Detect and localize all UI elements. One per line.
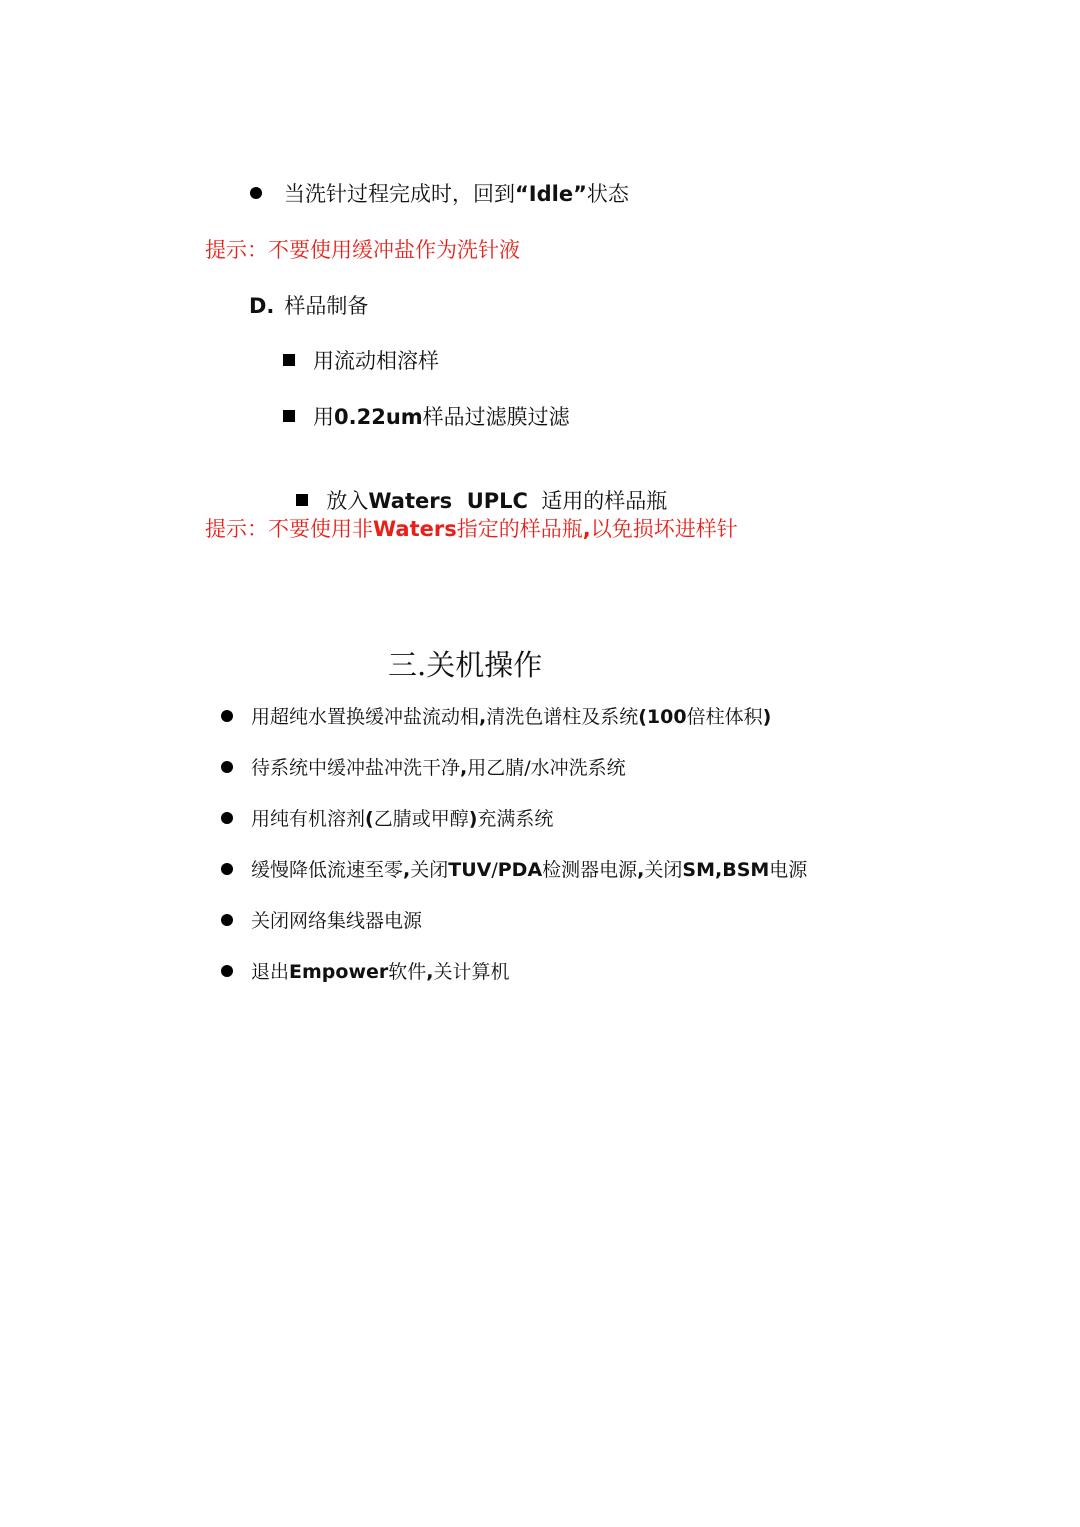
section-three-heading: 三.关机操作 xyxy=(388,648,543,682)
step-text-part: 关闭 xyxy=(410,859,449,881)
tip-wash-solvent xyxy=(205,236,520,264)
bullet-dot-icon xyxy=(221,710,233,722)
step-text-part: SM,BSM xyxy=(682,859,770,881)
step-text-part: 乙腈或甲醇 xyxy=(373,808,469,830)
item-text: 用流动相溶样 xyxy=(313,349,439,373)
step-text-part: , xyxy=(637,859,645,881)
tip-label: 提示： xyxy=(205,517,268,541)
step-text-part: , xyxy=(426,961,434,983)
section-d-title xyxy=(249,292,368,320)
step-text-part: 电源 xyxy=(769,859,808,881)
step-text-part: 缓慢降低流速至零 xyxy=(251,859,404,881)
shutdown-step xyxy=(221,857,807,883)
step-text-part: 用纯有机溶剂 xyxy=(251,808,366,830)
item-text-post: 样品过滤膜过滤 xyxy=(422,405,570,429)
step-text-part: 倍柱体积 xyxy=(686,706,763,728)
step-text-part: 待系统中缓冲盐冲洗干净 xyxy=(251,757,461,779)
tip-sample-vial xyxy=(205,515,738,543)
item-text-post: 适用的样品瓶 xyxy=(527,489,668,513)
idle-state-line xyxy=(250,180,629,208)
step-text-part: Empower xyxy=(289,961,389,983)
tip-text: 不要使用非 xyxy=(268,517,373,541)
step-text-part: 充满系统 xyxy=(477,808,554,830)
shutdown-step xyxy=(221,755,626,781)
section-d-text: 样品制备 xyxy=(284,294,369,318)
idle-line-quote: “Idle” xyxy=(515,182,587,206)
tip-label: 提示： xyxy=(205,238,268,262)
bullet-dot-icon xyxy=(221,812,233,824)
step-text-part: (100 xyxy=(638,706,687,728)
bullet-square-icon xyxy=(283,410,295,422)
idle-line-suffix: 状态 xyxy=(586,182,629,206)
section-d-letter: D. xyxy=(249,294,275,318)
step-text-part: 检测器电源 xyxy=(542,859,638,881)
item-text: 放入 xyxy=(326,489,369,513)
shutdown-step xyxy=(221,908,422,934)
shutdown-step xyxy=(221,704,771,730)
step-text-part: 退出 xyxy=(251,961,290,983)
list-item xyxy=(283,403,570,431)
bullet-dot-icon xyxy=(250,187,262,199)
shutdown-step xyxy=(221,806,553,832)
step-text-part: PDA xyxy=(497,859,543,881)
list-item xyxy=(283,347,439,375)
step-text-part: 软件 xyxy=(388,961,427,983)
tip-text-post: 指定的样品瓶 xyxy=(456,517,583,541)
step-text-part: 关闭网络集线器电源 xyxy=(251,910,423,932)
bullet-square-icon xyxy=(296,494,308,506)
step-text-part: / xyxy=(491,859,498,881)
list-item xyxy=(283,459,667,515)
step-text-part: / xyxy=(524,757,531,779)
step-text-part: 关计算机 xyxy=(433,961,510,983)
bullet-square-icon xyxy=(283,354,295,366)
step-text-part: 用乙腈 xyxy=(467,757,525,779)
step-text-part: TUV xyxy=(448,859,492,881)
tip-text-end: 以免损坏进样针 xyxy=(590,517,738,541)
step-text-part: , xyxy=(460,757,468,779)
step-text-part: ) xyxy=(468,808,478,830)
step-text-part: 水冲洗系统 xyxy=(530,757,626,779)
step-text-part: , xyxy=(403,859,411,881)
step-text-part: ( xyxy=(365,808,374,830)
item-bold: Waters UPLC xyxy=(368,489,528,513)
step-text-part: , xyxy=(479,706,487,728)
bullet-dot-icon xyxy=(221,914,233,926)
tip-comma: , xyxy=(582,517,591,541)
tip-bold: Waters xyxy=(373,517,457,541)
step-text-part: 清洗色谱柱及系统 xyxy=(486,706,639,728)
bullet-dot-icon xyxy=(221,863,233,875)
step-text-part: ) xyxy=(762,706,772,728)
tip-text: 不要使用缓冲盐作为洗针液 xyxy=(268,238,520,262)
idle-line-prefix: 当洗针过程完成时，回到 xyxy=(284,182,515,206)
item-text: 用 xyxy=(313,405,334,429)
shutdown-step xyxy=(221,959,510,985)
bullet-dot-icon xyxy=(221,965,233,977)
item-bold: 0.22um xyxy=(334,405,423,429)
step-text-part: 关闭 xyxy=(644,859,683,881)
bullet-dot-icon xyxy=(221,761,233,773)
step-text-part: 用超纯水置换缓冲盐流动相 xyxy=(251,706,480,728)
